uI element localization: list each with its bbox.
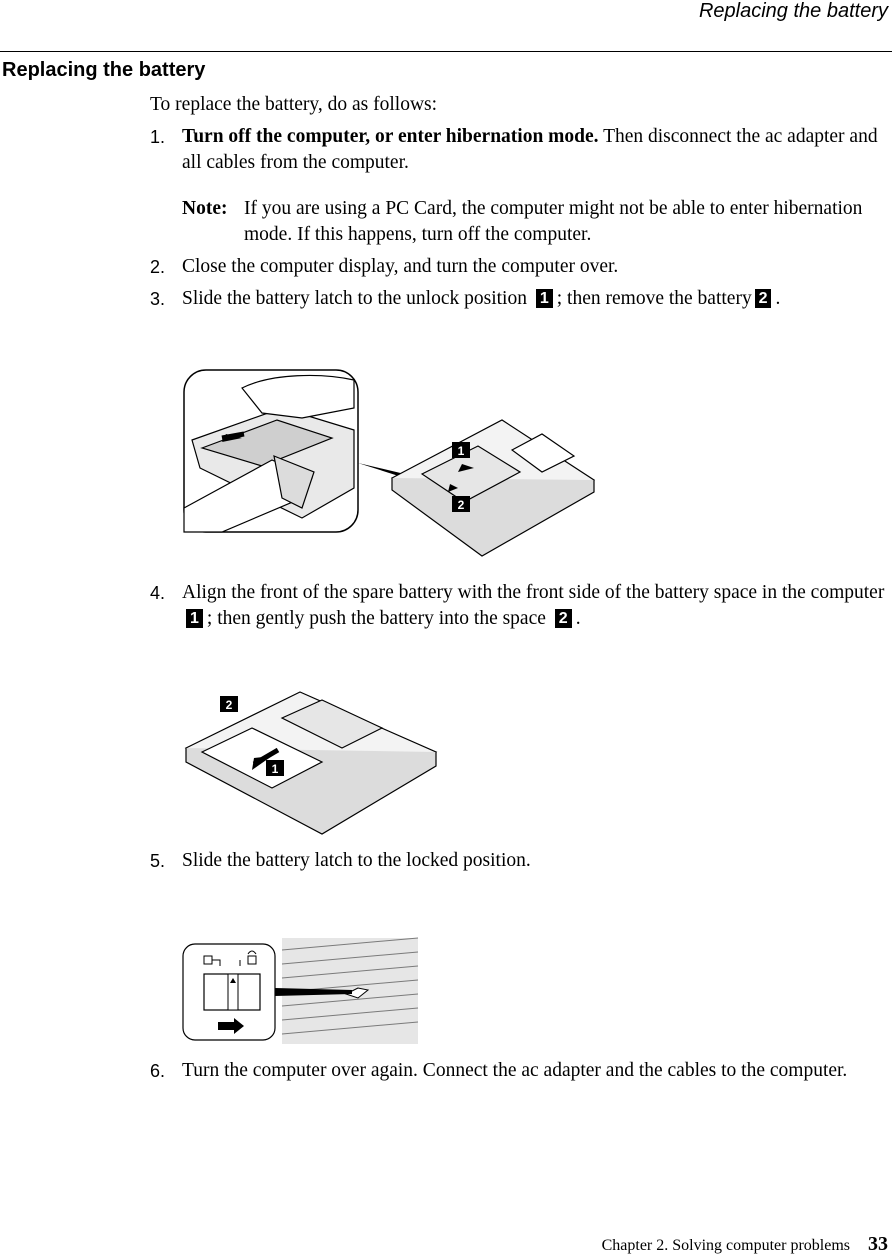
step-1 bbox=[150, 124, 888, 176]
callout-1-badge: 1 bbox=[186, 609, 203, 628]
step-5 bbox=[150, 848, 888, 874]
callout-2-badge: 2 bbox=[555, 609, 572, 628]
step-6-text: Turn the computer over again. Connect the ac adapter and the cables to the computer. bbox=[182, 1060, 848, 1081]
figure-2-callout-2: 2 bbox=[225, 698, 233, 712]
step-number: 2. bbox=[150, 257, 166, 277]
intro-text: To replace the battery, do as follows: bbox=[150, 94, 438, 115]
step-3-text-b: ; then remove the battery bbox=[556, 288, 752, 309]
note-label: Note: bbox=[182, 198, 228, 219]
step-number: 1. bbox=[150, 127, 166, 147]
step-number: 5. bbox=[150, 851, 166, 871]
figure-2-callout-1: 1 bbox=[271, 762, 279, 776]
page-footer bbox=[602, 1233, 888, 1256]
step-3 bbox=[150, 286, 888, 312]
step-4-text-c: . bbox=[575, 608, 581, 629]
step-5-text: Slide the battery latch to the locked position. bbox=[182, 850, 531, 871]
page-number: 33 bbox=[868, 1233, 888, 1255]
header-rule bbox=[0, 51, 892, 52]
step-4-text-a: Align the front of the spare battery with the front side of the battery space in the computer bbox=[182, 582, 885, 603]
note bbox=[182, 196, 888, 248]
step-3-text-a: Slide the battery latch to the unlock position bbox=[182, 288, 527, 309]
step-6 bbox=[150, 1058, 888, 1084]
step-number: 4. bbox=[150, 583, 166, 603]
step-number: 3. bbox=[150, 289, 166, 309]
section-title: Replacing the battery bbox=[2, 59, 206, 81]
procedure-body bbox=[150, 92, 888, 1084]
step-3-text-c: . bbox=[775, 288, 781, 309]
figure-1-callout-1: 1 bbox=[457, 444, 465, 458]
figure-insert-battery bbox=[182, 688, 442, 838]
figure-lock-latch bbox=[182, 936, 422, 1046]
step-4 bbox=[150, 580, 888, 632]
step-1-bold: Turn off the computer, or enter hibernation mode. bbox=[182, 126, 599, 147]
step-1-text: Then disconnect the ac adapter and all cables from the computer. bbox=[182, 126, 878, 173]
callout-2-badge: 2 bbox=[755, 289, 772, 308]
running-head: Replacing the battery bbox=[698, 0, 888, 22]
note-text: If you are using a PC Card, the computer might not be able to enter hibernation mode. If this happens, turn off the computer. bbox=[244, 198, 863, 245]
step-number: 6. bbox=[150, 1061, 166, 1081]
figure-remove-battery bbox=[182, 368, 642, 558]
callout-1-badge: 1 bbox=[536, 289, 553, 308]
step-2-text: Close the computer display, and turn the computer over. bbox=[182, 256, 619, 277]
footer-chapter: Chapter 2. Solving computer problems bbox=[601, 1237, 850, 1254]
figure-1-callout-2: 2 bbox=[457, 498, 465, 512]
step-4-text-b: ; then gently push the battery into the space bbox=[206, 608, 546, 629]
step-2 bbox=[150, 254, 888, 280]
